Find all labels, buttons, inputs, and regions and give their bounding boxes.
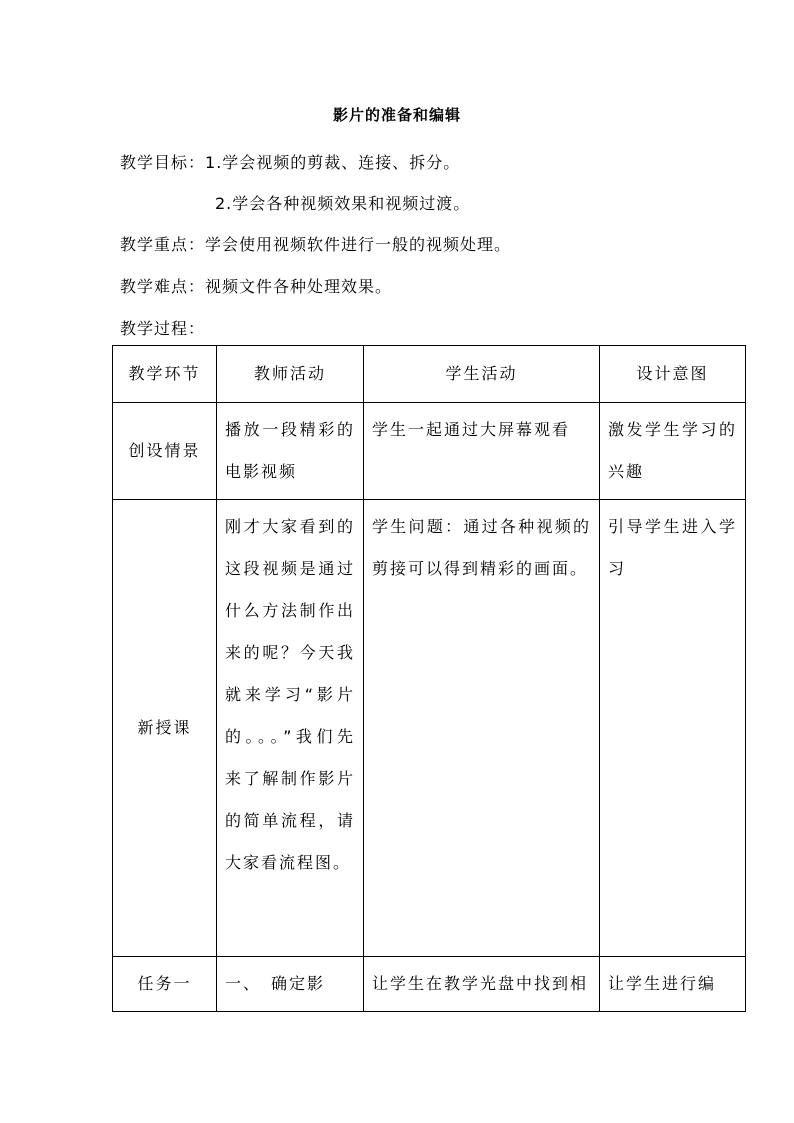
table-row xyxy=(113,403,746,500)
goals-line-1 xyxy=(120,150,460,173)
difficulty: 教学难点：视频文件各种处理效果。 xyxy=(120,277,393,296)
header-student: 学生活动 xyxy=(364,346,600,403)
header-teacher: 教师活动 xyxy=(217,346,364,403)
cell-teacher: 一、 确定影 xyxy=(217,957,364,1012)
cell-teacher: 播放一段精彩的电影视频 xyxy=(217,403,364,500)
cell-student: 学生问题：通过各种视频的剪接可以得到精彩的画面。 xyxy=(364,500,600,957)
header-intent: 设计意图 xyxy=(600,346,746,403)
process-label: 教学过程： xyxy=(120,319,206,338)
cell-stage: 创设情景 xyxy=(113,403,217,500)
header-stage: 教学环节 xyxy=(113,346,217,403)
table-row xyxy=(113,957,746,1012)
cell-intent: 激发学生学习的兴趣 xyxy=(600,403,746,500)
key-point: 教学重点：学会使用视频软件进行一般的视频处理。 xyxy=(120,235,512,254)
cell-intent: 让学生进行编 xyxy=(600,957,746,1012)
cell-stage: 新授课 xyxy=(113,500,217,957)
cell-teacher: 刚才大家看到的这段视频是通过什么方法制作出来的呢？今天我就来学习“影片的。。。”我们先来了解制作影片的简单流程，请大家看流程图。 xyxy=(217,500,364,957)
page-title: 影片的准备和编辑 xyxy=(332,106,461,124)
cell-student: 让学生在教学光盘中找到相 xyxy=(364,957,600,1012)
goal-item-1: 1.学会视频的剪裁、连接、拆分。 xyxy=(205,153,461,172)
table-header-row xyxy=(113,346,746,403)
cell-student: 学生一起通过大屏幕观看 xyxy=(364,403,600,500)
cell-intent: 引导学生进入学习 xyxy=(600,500,746,957)
table-row xyxy=(113,500,746,957)
goal-item-2: 2.学会各种视频效果和视频过渡。 xyxy=(215,194,471,213)
goals-label: 教学目标： xyxy=(120,153,206,172)
cell-stage: 任务一 xyxy=(113,957,217,1012)
lesson-table xyxy=(112,345,746,1012)
